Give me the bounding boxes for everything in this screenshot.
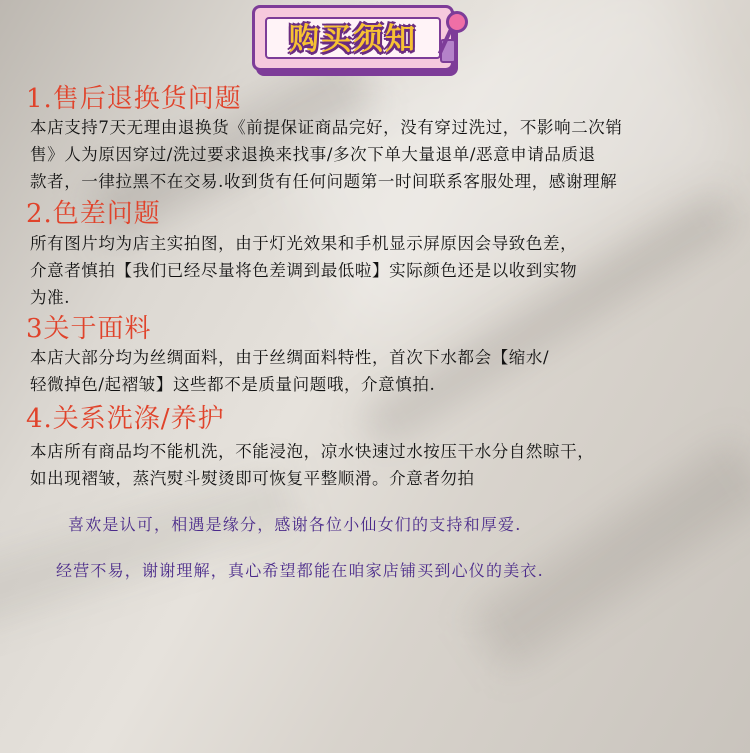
- badge-frame: [252, 5, 454, 71]
- text-line: 如出现褶皱，蒸汽熨斗熨烫即可恢复平整顺滑。介意者勿拍: [30, 469, 475, 488]
- text-line: 本店所有商品均不能机洗，不能浸泡，凉水快速过水按压干水分自然晾干，: [30, 442, 595, 461]
- section-title-fabric: 3关于面料: [26, 314, 152, 344]
- badge-knob-icon: [446, 11, 468, 33]
- text-line: 所有图片均为店主实拍图，由于灯光效果和手机显示屏原因会导致色差，: [30, 234, 578, 253]
- section-body-color-difference: [30, 230, 745, 311]
- text-line: 轻微掉色/起褶皱】这些都不是质量问题哦，介意慎拍.: [30, 375, 436, 394]
- header-badge: [246, 3, 468, 78]
- text-line: 售》人为原因穿过/洗过要求退换来找事/多次下单大量退单/恶意申请品质退: [30, 145, 596, 164]
- section-body-fabric: [30, 344, 745, 398]
- closing-line-thanks: 喜欢是认可，相遇是缘分，感谢各位小仙女们的支持和厚爱.: [68, 515, 522, 534]
- section-body-aftersales: [30, 114, 745, 195]
- text-line: 本店支持7天无理由退换货《前提保证商品完好，没有穿过洗过，不影响二次销: [30, 118, 623, 137]
- text-line: 介意者慎拍【我们已经尽量将色差调到最低啦】实际颜色还是以收到实物: [30, 261, 578, 280]
- text-line: 为准.: [30, 288, 71, 307]
- text-line: 款者，一律拉黑不在交易.收到货有任何问题第一时间联系客服处理，感谢理解: [30, 172, 618, 191]
- closing-line-wishes: 经营不易，谢谢理解，真心希望都能在咱家店铺买到心仪的美衣.: [56, 561, 544, 580]
- section-body-washing-care: [30, 438, 745, 492]
- text-line: 本店大部分均为丝绸面料，由于丝绸面料特性，首次下水都会【缩水/: [30, 348, 550, 367]
- section-title-color-difference: 2.色差问题: [26, 199, 161, 229]
- section-title-washing-care: 4.关系洗涤/养护: [26, 404, 225, 434]
- page-title: 购买须知: [289, 22, 417, 57]
- section-title-aftersales: 1.售后退换货问题: [26, 84, 242, 114]
